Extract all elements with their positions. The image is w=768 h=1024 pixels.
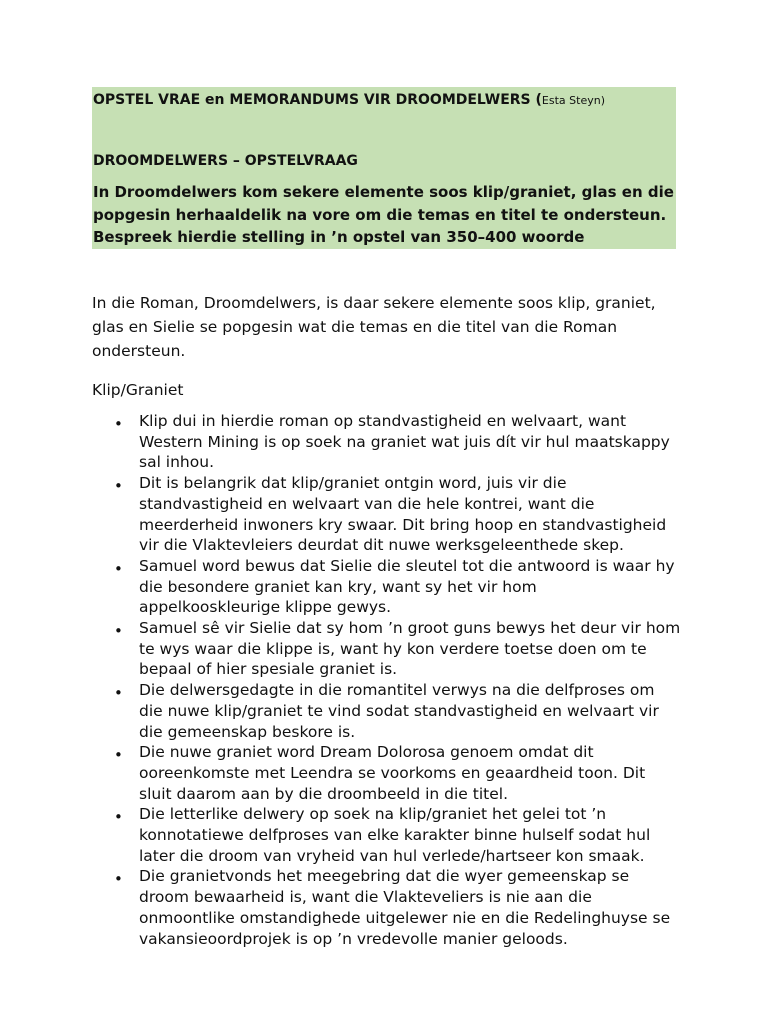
bullet-icon: • (114, 559, 123, 578)
list-item (92, 473, 682, 556)
section-heading: Klip/Graniet (92, 381, 184, 399)
list-item (92, 618, 682, 680)
list-item (92, 742, 682, 804)
list-item (92, 866, 682, 949)
list-item-text: Die delwersgedagte in die romantitel verwys na die delfproses om die nuwe klip/graniet te vind sodat standvastigheid en welvaart vir die gemeenskap beskore is. (139, 681, 659, 741)
list-item-text: Die nuwe graniet word Dream Dolorosa genoem omdat dit ooreenkomste met Leendra se voorkoms en geaardheid toon. Dit sluit daarom aan by die droombeeld in die titel. (139, 743, 646, 803)
list-item (92, 556, 682, 618)
list-item (92, 680, 682, 742)
list-item (92, 411, 682, 473)
bullet-icon: • (114, 415, 123, 433)
list-item-text: Samuel word bewus dat Sielie die sleutel tot die antwoord is waar hy die besondere graniet kan kry, want sy het vir hom appelkooskleurige klippe gewys. (139, 556, 675, 617)
bullet-icon: • (114, 684, 123, 703)
list-item-text: Die granietvonds het meegebring dat die wyer gemeenskap se droom bewaarheid is, want die Vlakteveliers is nie aan die onmoontlike omstandighede uitgelewer nie en die Redelinghuyse se vakansieoordprojek is op ’n vredevolle manier geloods. (139, 867, 671, 948)
bullet-icon: • (114, 746, 123, 765)
bullet-icon: • (114, 808, 123, 827)
question-subtitle: DROOMDELWERS – OPSTELVRAAG (93, 153, 358, 169)
document-title (93, 90, 605, 111)
bullet-icon: • (114, 477, 123, 496)
list-item-text: Klip dui in hierdie roman op standvastigheid en welvaart, want Western Mining is op soek na graniet wat juis dít vir hul maatskappy sal inhou. (139, 412, 670, 472)
essay-question: In Droomdelwers kom sekere elemente soos klip/graniet, glas en die popgesin herhaaldelik na vore om die temas en titel te ondersteun. Bespreek hierdie stelling in ’n opstel van 350–400 woorde (93, 183, 674, 246)
list-item (92, 804, 682, 866)
intro-paragraph: In die Roman, Droomdelwers, is daar sekere elemente soos klip, graniet, glas en Sielie se popgesin wat die temas en die titel van die Roman ondersteun. (92, 294, 656, 360)
question-header-box (92, 87, 676, 249)
list-item-text: Samuel sê vir Sielie dat sy hom ’n groot guns bewys het deur vir hom te wys waar die klippe is, want hy kon verdere toetse doen om te bepaal of hier spesiale graniet is. (139, 619, 681, 679)
list-item-text: Dit is belangrik dat klip/graniet ontgin word, juis vir die standvastigheid en welvaart van die hele kontrei, want die meerderheid inwoners kry swaar. Dit bring hoop en standvastigheid vir die Vlaktevleiers deurdat dit nuwe werksgeleenthede skep. (139, 474, 667, 555)
author-name: Esta Steyn) (541, 94, 605, 107)
list-item-text: Die letterlike delwery op soek na klip/graniet het gelei tot ’n konnotatiewe delfproses van elke karakter binne hulself sodat hul later die droom van vryheid van hul verlede/hartseer kon smaak. (139, 805, 651, 865)
document-title-text: OPSTEL VRAE en MEMORANDUMS VIR DROOMDELWERS ( (93, 92, 542, 108)
bullet-icon: • (114, 622, 123, 641)
bullet-icon: • (114, 870, 123, 889)
bullet-list (92, 411, 682, 949)
